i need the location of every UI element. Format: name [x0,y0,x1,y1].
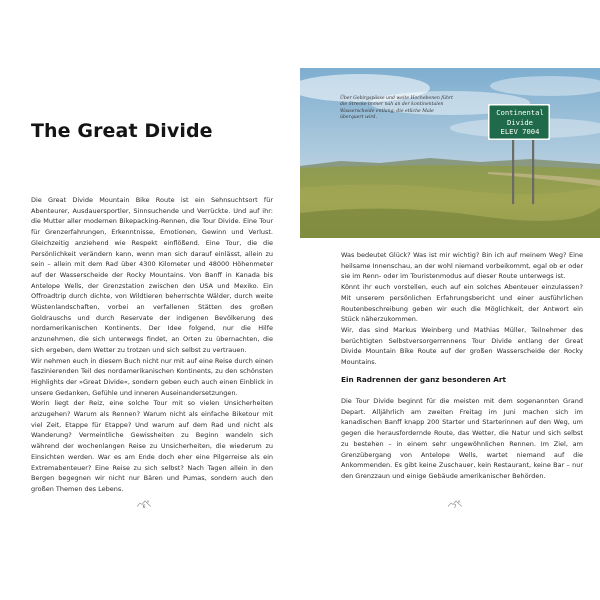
right-paragraph-4: Die Tour Divide beginnt für die meisten mit dem sogenannten Grand Depart. Alljährlich am zweiten Freitag im Juni machen sich im kanadischen Banff knapp 200 Starter und Starterinnen auf den Weg, um gegen die herausfordernde Route, das Wetter, die Natur und sich selbst zu bestehen – in einem sehr ungewöhnlichen Rennen. Im Ziel, am Grenzübergang von Antelope Wells, wartet niemand auf die Ankommenden. Es gibt keine Zuschauer, kein Restaurant, keine Bar – nur den Grenzzaun und einige Gebäude amerikanischer Behörden. [341,397,583,480]
landscape-illustration [300,68,600,238]
section-subheading: Ein Radrennen der ganz besonderen Art [341,375,506,384]
sign-elevation: ELEV 7004 [500,127,540,137]
folio-right [445,500,465,510]
left-paragraph-1: Die Great Divide Mountain Bike Route ist ein Sehnsuchtsort für Abenteurer, Ausdauersportler, Sinnsuchende und Verrückte. Und auf ihr: die Mutter aller modernen Bikepacking-Rennen, die Tour Divide. Eine Tour für Grenzerfahrungen, Erkenntnisse, Emotionen, Gewinn und Verlust. Gleichzeitig anziehend wie Respekt einflößend. Eine Tour, die die Persönlichkeit verändern kann, wenn man sich darauf einlässt, allein zu sein – allein mit dem Rad über 4300 Kilometer und 48000 Höhenmeter auf der Wasserscheide der Rocky Mountains. Von Banff in Kanada bis Antelope Wells, der Grenzstation zwischen den USA und Mexiko. Ein Offroadtrip durch dichte, von Wildtieren beherrschte Wälder, durch weite Wüstenlandschaften, vorbei an verfallenen Stätten des großen Goldrauschs und durch Reservate der indigenen Bevölkerung des nordamerikanischen Kontinents. Der Idee folgend, nur die Hilfe anzunehmen, die sich unterwegs findet, an Orten zu übernachten, die sich ergeben, dem Wetter zu trotzen und sich selbst zu vertrauen. [31,196,273,354]
left-body-text [31,195,273,495]
right-body-text-2 [341,396,583,482]
left-paragraph-2: Wir nehmen euch in diesem Buch nicht nur mit auf eine Reise durch einen faszinierenden Teil des nordamerikanischen Kontinents, zu den schönsten Highlights der »Great Divide«, sondern geben euch auch einen Einblick in unsere Gedanken, Gefühle und inneren Auseinandersetzungen. [31,356,273,397]
sign-line-1: Continental [496,108,544,117]
landscape-photo [300,68,600,238]
page-number-left: 6 [142,505,146,510]
right-paragraph-1: Was bedeutet Glück? Was ist mir wichtig? Bin ich auf meinem Weg? Eine heilsame Innenschau, an der wohl niemand vorbeikommt, egal ob er oder sie im Renn- oder im Touristenmodus auf dieser Route unterwegs ist. [341,251,583,281]
sign-line-2: Divide [507,117,533,127]
right-paragraph-2: Könnt ihr euch vorstellen, euch auf ein solches Abenteuer einzulassen? Mit unserem persönlichen Erfahrungsbericht und einer ausführlichen Routenbeschreibung geben wir euch die Möglichkeit, der Antwort ein Stück näherzukommen. [341,283,583,324]
page-number-right: 7 [453,505,457,510]
left-paragraph-3: Worin liegt der Reiz, eine solche Tour mit so vielen Unsicherheiten anzugehen? Warum als Rennen? Warum nicht als einfache Biketour mit viel Zeit, Etappe für Etappe? Und warum auf dem Rad und nicht als Wanderung? Vermeintliche Gewissheiten zu Beginn wandeln sich während der wochenlangen Reise zu Unsicherheiten, die wiederum zu Einsichten werden. War es am Ende doch eher eine Pilgerreise als ein Extremabenteuer? Eine Reise zu sich selbst? Nach Tagen allein in den Bergen begegnen wir nicht nur Bären und Pumas, sondern auch den großen Themen des Lebens. [31,399,273,493]
continental-divide-sign [490,108,550,137]
right-paragraph-3: Wir, das sind Markus Weinberg und Mathias Müller, Teilnehmer des berüchtigten Selbstversorgerrennens Tour Divide entlang der Great Divide Mountain Bike Route auf der großen Wasserscheide der Rocky Mountains. [341,325,583,367]
folio-left [134,500,154,510]
photo-caption: Über Gebirgspässe und weite Hochebenen führt die Strecke immer nah an der kontinentalen Wasserscheide entlang, die etliche Male überquert wird. [340,96,453,120]
chapter-title: The Great Divide [31,120,213,142]
right-body-text [341,250,583,368]
